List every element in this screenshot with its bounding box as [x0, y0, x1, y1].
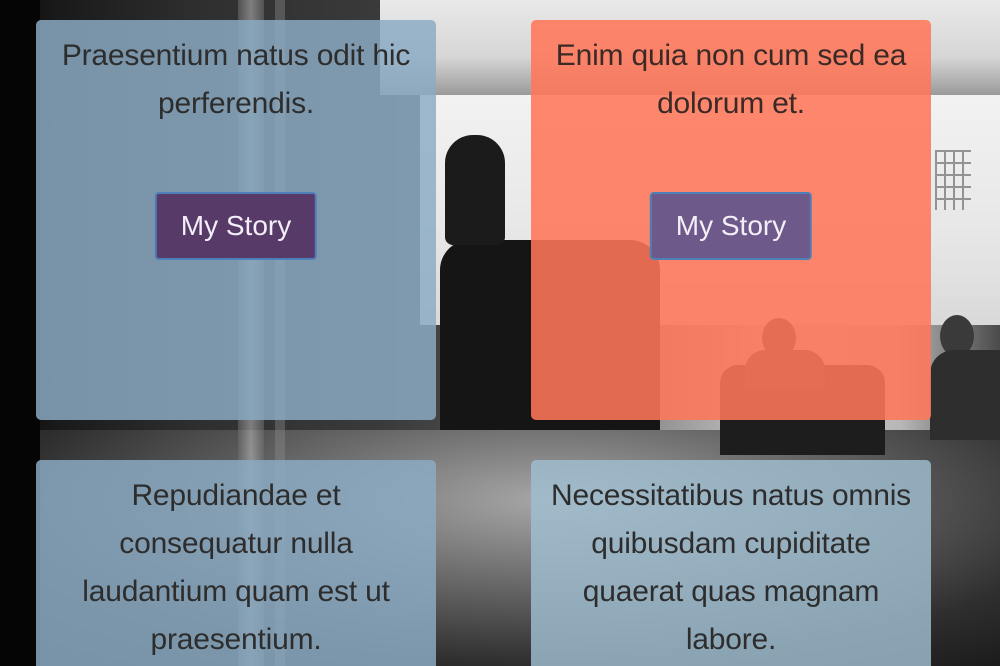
story-card-1	[36, 20, 436, 420]
story-card-4	[531, 460, 931, 666]
story-card-text: Repudiandae et consequatur nulla laudantium quam est ut praesentium.	[82, 479, 390, 656]
story-card-2	[531, 20, 931, 420]
story-card-3	[36, 460, 436, 666]
my-story-button[interactable]: My Story	[650, 192, 812, 260]
story-card-text: Praesentium natus odit hic perferendis.	[61, 39, 411, 120]
story-card-text: Necessitatibus natus omnis quibusdam cupiditate quaerat quas magnam labore.	[551, 479, 911, 656]
my-story-button[interactable]: My Story	[155, 192, 317, 260]
story-card-text: Enim quia non cum sed ea dolorum et.	[555, 39, 907, 120]
